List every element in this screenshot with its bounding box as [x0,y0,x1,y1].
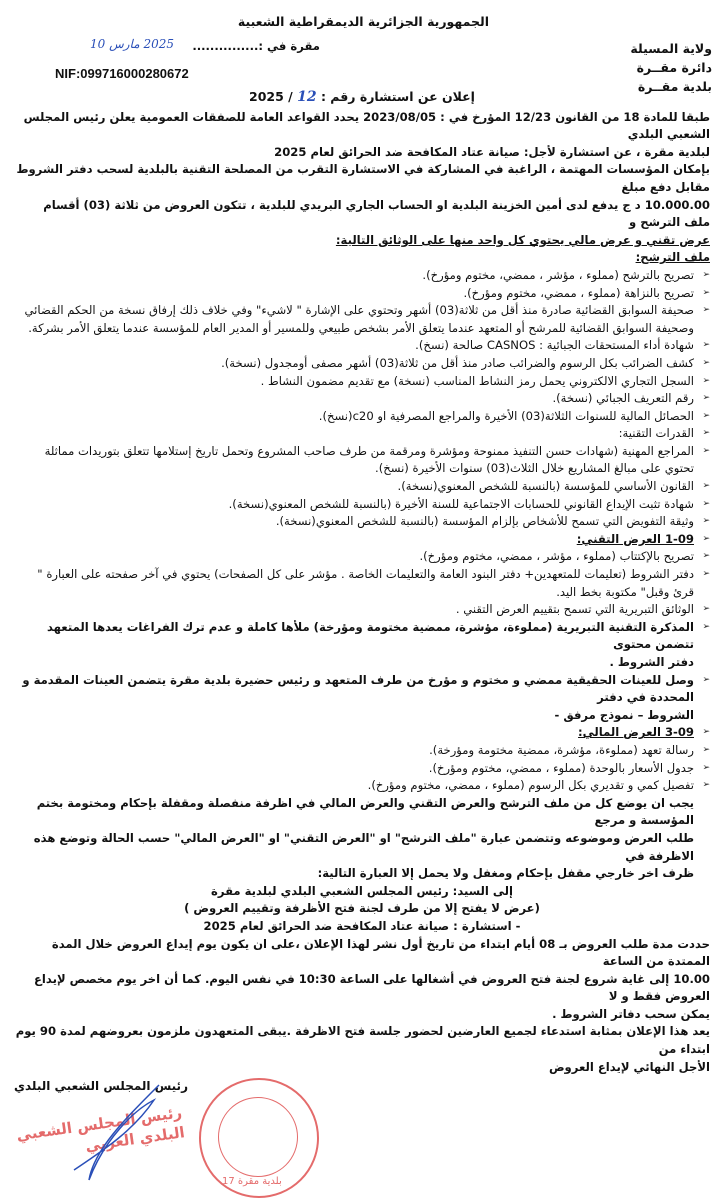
list-item [14,496,710,514]
intro-line: عرض تقني و عرض مالي يحتوي كل واحد منها على الوثائق التالية: [335,232,710,247]
nif: NIF:099716000280672 [55,66,189,81]
bullet-icon: ➢ [702,516,710,527]
item-text: وصحيفة السوابق القضائية للمرشح أو المتعهد عندما يتعلق الأمر بشخص طبيعي وللمسير أو المدير العام للمؤسسة عندما يتعلق الأمر بشركة. [28,320,694,335]
republic-title: الجمهورية الجزائرية الديمقراطية الشعبية [237,14,489,29]
seal-text: بلدية مقرة 17 [222,1176,282,1188]
closing-line: الأجل النهائي لإيداع العروض [548,1059,710,1074]
list-item [14,460,710,478]
list-item [14,373,710,391]
official-seal-inner [218,1097,298,1177]
item-text: كشف الضرائب بكل الرسوم والضرائب صادر منذ أقل من ثلاثة(03) أشهر مصفى أومجدول (نسخة). [221,355,694,370]
item-text: رقم التعريف الجبائي (نسخة). [552,391,694,406]
bullet-icon: ➢ [702,498,710,509]
bullet-icon: ➢ [702,727,710,738]
item-text: القدرات التقنية: [618,426,694,441]
item-text: شهادة تثبت الإيداع القانوني للحسابات الاجتماعية للسنة الأخيرة (بالنسبة للشخص المعنوي(نسخة). [228,496,694,511]
item-text: القانون الأساسي للمؤسسة (بالنسبة للشخص المعنوي(نسخة). [397,479,694,494]
item-text: الوثائق التبريرية التي تسمح بتقييم العرض التقني . [455,602,694,617]
bullet-icon: ➢ [702,674,710,685]
signature-icon [64,1080,174,1190]
technical-heading [14,531,710,549]
closing-line: يعد هذا الإعلان بمثابة استدعاء لجميع العارضين لحضور جلسة فتح الاظرفة .يبقى المتعهدون ملزمون بعروضهم لمدة 90 يوم ابتداء من [15,1024,710,1057]
list-item [14,285,710,303]
announcement-title [14,88,710,107]
item-text: المراجع المهنية (شهادات حسن التنفيذ ممنوحة ومؤشرة ومرقمة من طرف صاحب المشروع وتحمل تاريخ إستلامها تتعلق بتوريدات مماثلة [44,443,694,458]
item-text: وصل للعينات الحقيقية ممضي و مختوم و مؤرخ من طرف المتعهد و رئيس حضيرة بلدية مقرة يتضمن العينات المقدمة و المحددة في دفتر [22,672,694,705]
item-text: وثيقة التفويض التي تسمح للأشخاص بإلزام المؤسسة (بالنسبة للشخص المعنوي(نسخة). [275,514,694,529]
president-stamp: رئيس المجلس الشعبي البلدي العربي [15,1103,186,1156]
item-text: رسالة تعهد (مملوءة، مؤشرة، ممضية مختومة ومؤرخة). [429,742,694,757]
list-item [14,742,710,760]
title-prefix: إعلان عن استشارة رقم : [320,89,475,104]
list-item [14,390,710,408]
closing-line: حددت مدة طلب العروض بـ 08 أيام ابتداء من تاريخ أول نشر لهذا الإعلان ،على ان يكون يوم إيداع العروض خلال المدة الممتدة من الساعة [51,936,710,969]
candidacy-heading: ملف الترشح: [635,250,710,265]
list-item [14,408,710,426]
list-item [14,654,710,672]
item-text: قرئ وقبل" مكتوبة بخط اليد. [556,584,694,599]
item-text: المذكرة التقنية التبريرية (مملوءة، مؤشرة، ممضية مختومة ومؤرخة) ملأها كاملة و عدم ترك الفراغات يعدها المتعهد تتضمن محتوى [46,619,694,652]
bullet-icon: ➢ [702,762,710,773]
handwritten-date: 2025 مارس 10 [90,37,174,51]
bullet-icon: ➢ [702,287,710,298]
address-line: إلى السيد: رئيس المجلس الشعبي البلدي لبلدية مقرة [211,883,513,898]
financial-heading [14,724,710,742]
candidacy-list [14,267,710,531]
daira: دائرة مقــرة [636,60,712,75]
wilaya: ولاية المسيلة [630,41,712,56]
list-item [14,425,710,443]
list-item [14,513,710,531]
bullet-icon: ➢ [702,357,710,368]
item-text: 3-09 العرض المالي: [578,725,694,740]
bullet-icon: ➢ [702,269,710,280]
signature-area [14,1078,710,1198]
intro-line: لبلدية مقرة ، عن استشارة لأجل: صيانة عتاد المكافحة ضد الحرائق لعام 2025 [274,144,710,159]
bullet-icon: ➢ [702,393,710,404]
bullet-icon: ➢ [702,481,710,492]
commune: بلدية مقــرة [637,79,712,94]
bullet-icon: ➢ [702,569,710,580]
item-text: تصريح بالترشح (مملوء ، مؤشر ، ممضي، مختوم ومؤرخ). [422,267,694,282]
list-item [14,707,710,725]
list-item [14,548,710,566]
bullet-icon: ➢ [702,305,710,316]
bullet-icon: ➢ [702,375,710,386]
bullet-icon: ➢ [702,533,710,544]
place-date-label: مقرة في :............... [192,39,320,53]
item-text: تفصيل كمي و تقديري بكل الرسوم (مملوء ، ممضي، مختوم ومؤرخ). [367,778,694,793]
item-text: تصريح بالنزاهة (مملوء ، ممضي، مختوم ومؤرخ). [463,285,694,300]
bullet-icon: ➢ [702,410,710,421]
intro-line: طبقا للمادة 18 من القانون 12/23 المؤرخ في : 2023/08/05 يحدد القواعد العامة للصفقات العمومية يعلن رئيس المجلس الشعبي البلدي [23,109,710,142]
item-text: الشروط – نموذج مرفق - [554,707,694,722]
address-line: - استشارة : صيانة عتاد المكافحة ضد الحرائق لعام 2025 [203,918,521,933]
envelope-line: يجب ان يوضع كل من ملف الترشح والعرض التقني والعرض المالي في اظرفة منفصلة ومقفلة بإحكام ومختومة بختم المؤسسة و مرجع [36,795,694,828]
list-item [14,672,710,707]
list-item [14,337,710,355]
item-text: تحتوي على مبالغ المشاريع خلال الثلاث(03) سنوات الأخيرة (نسخ). [375,461,694,476]
list-item [14,443,710,461]
intro-line: بإمكان المؤسسات المهتمة ، الراغبة في المشاركة في الاستشارة التقرب من المصلحة التقنية بالبلدية لسحب دفتر الشروط مقابل دفع مبلغ [16,162,710,194]
item-text: دفتر الشروط (تعليمات للمتعهدين+ دفتر البنود العامة والتعليمات الخاصة . مؤشر على كل الصفحات) يحتوي في آخر صفحته على العبارة " [37,567,694,582]
item-text: الحصائل المالية للسنوات الثلاثة(03) الأخيرة والمراجع المصرفية او c20(نسخ). [318,408,694,423]
list-item [14,267,710,285]
financial-list [14,742,710,795]
bullet-icon: ➢ [702,604,710,615]
address-line: (عرض لا يفتح إلا من طرف لجنة فتح الأظرفة وتقييم العروض ) [184,901,540,916]
list-item [14,302,710,320]
item-text: 1-09 العرض التقني: [576,531,694,546]
bullet-icon: ➢ [702,551,710,562]
item-text: تصريح بالإكتتاب (مملوء ، مؤشر ، ممضي، مختوم ومؤرخ). [419,549,694,564]
list-item [14,777,710,795]
intro-line: 10.000.00 د ج يدفع لدى أمين الخزينة البلدية او الحساب الجاري البريدي للبلدية ، تتكون العروض من ثلاثة (03) أقسام ملف الترشح و [43,197,710,230]
list-item [14,320,710,338]
envelope-line: ظرف اخر خارجي مقفل بإحكام ومغفل ولا يحمل إلا العبارة التالية: [317,866,694,881]
list-item [14,355,710,373]
closing-line: يمكن سحب دفاتر الشروط . [552,1006,710,1021]
item-text: صحيفة السوابق القضائية صادرة منذ أقل من ثلاثة(03) أشهر وتحتوي على الإشارة " لاشيء" وفي خلاف ذلك إرفاق نسخة من الحكم القضائي [24,303,694,318]
title-suffix: / 2025 [249,89,293,104]
closing-line: 10.00 إلى غاية شروع لجنة فتح العروض في أشغالها على الساعة 10:30 في نفس اليوم. كما أن اخر يوم مخصص لإيداع العروض فقط و لا [34,971,710,1004]
item-text: السجل التجاري الالكتروني يحمل رمز النشاط المناسب (نسخة) مع تقديم مضمون النشاط . [260,373,694,388]
item-text: جدول الأسعار بالوحدة (مملوء ، ممضي، مختوم ومؤرخ). [428,760,694,775]
bullet-icon: ➢ [702,780,710,791]
bullet-icon: ➢ [702,445,710,456]
envelope-line: طلب العرض وموضوعه وتتضمن عبارة "ملف الترشح" او "العرض التقني" او "العرض المالي" حسب الحالة وتوضع هذه الاظرفة في [33,830,694,863]
signature-title: رئيس المجلس الشعبي البلدي [14,1079,188,1094]
list-item [14,584,710,602]
handwritten-number: 12 [297,89,317,105]
bullet-icon: ➢ [702,744,710,755]
bullet-icon: ➢ [702,621,710,632]
list-item [14,478,710,496]
item-text: شهادة أداء المستحقات الجبائية : CASNOS صالحة (نسخ). [415,338,694,353]
list-item [14,760,710,778]
item-text: دفتر الشروط . [609,655,694,669]
list-item [14,619,710,654]
bullet-icon: ➢ [702,428,710,439]
bullet-icon: ➢ [702,340,710,351]
list-item [14,566,710,584]
list-item [14,601,710,619]
technical-list [14,548,710,724]
